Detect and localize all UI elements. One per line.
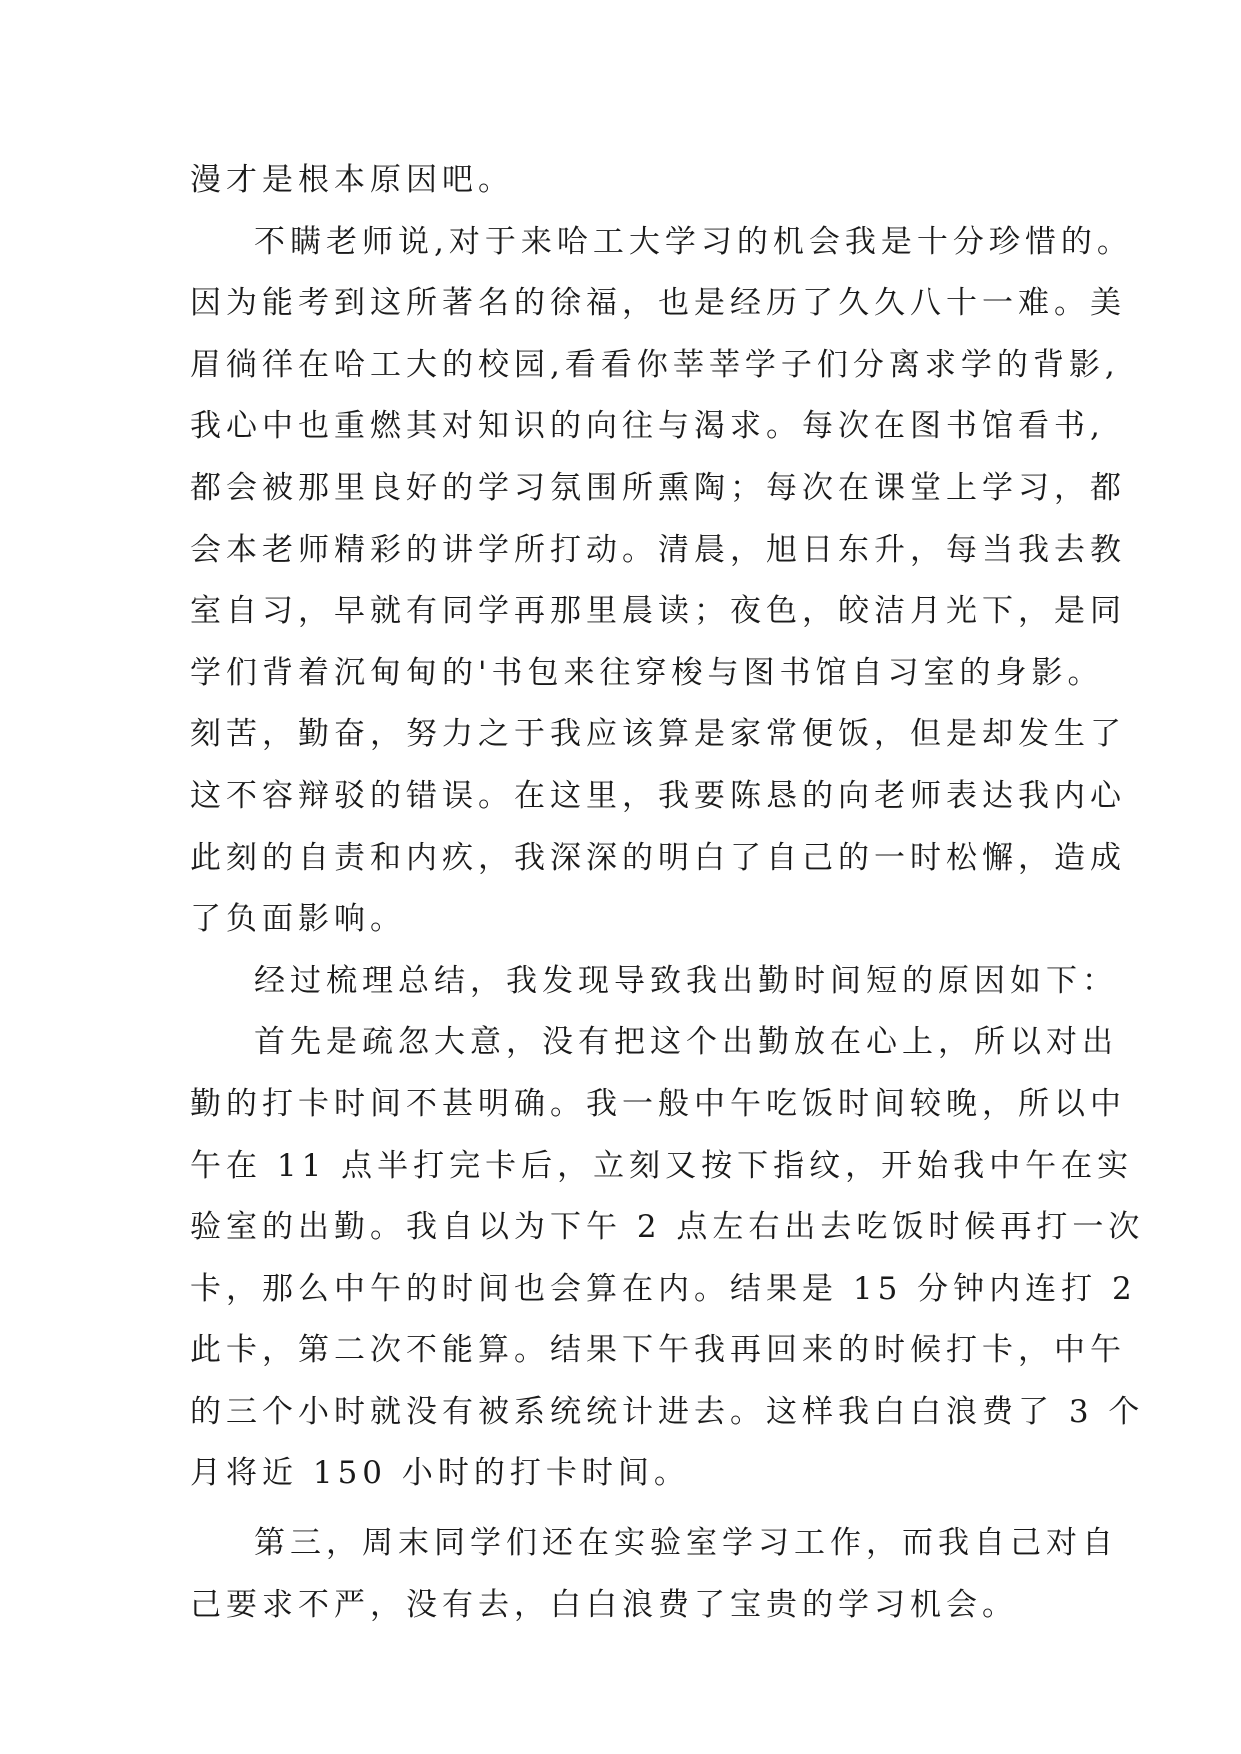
text-line: 因为能考到这所著名的徐福，也是经历了久久八十一难。美 bbox=[190, 285, 1126, 322]
text-line: 学们背着沉甸甸的'书包来往穿梭与图书馆自习室的身影。 bbox=[190, 654, 1104, 691]
text-line: 午在 11 点半打完卡后，立刻又按下指纹，开始我中午在实 bbox=[190, 1147, 1134, 1184]
paragraph-first-line: 首先是疏忽大意，没有把这个出勤放在心上，所以对出 bbox=[254, 1024, 1118, 1061]
text-line: 都会被那里良好的学习氛围所熏陶；每次在课堂上学习，都 bbox=[190, 469, 1126, 506]
text-line: 验室的出勤。我自以为下午 2 点左右出去吃饭时候再打一次 bbox=[190, 1209, 1145, 1246]
text-line: 勤的打卡时间不甚明确。我一般中午吃饭时间较晚，所以中 bbox=[190, 1085, 1126, 1122]
text-line: 这不容辩驳的错误。在这里，我要陈恳的向老师表达我内心 bbox=[190, 777, 1126, 814]
text-line: 室自习，早就有同学再那里晨读；夜色，皎洁月光下，是同 bbox=[190, 593, 1126, 630]
paragraph-first-line: 不瞒老师说,对于来哈工大学习的机会我是十分珍惜的。 bbox=[254, 223, 1133, 260]
text-line: 卡，那么中午的时间也会算在内。结果是 15 分钟内连打 2 bbox=[190, 1270, 1137, 1307]
paragraph-first-line: 经过梳理总结，我发现导致我出勤时间短的原因如下： bbox=[254, 962, 1118, 999]
text-line: 我心中也重燃其对知识的向往与渴求。每次在图书馆看书, bbox=[190, 408, 1105, 445]
text-line: 月将近 150 小时的打卡时间。 bbox=[190, 1455, 690, 1492]
text-line: 刻苦，勤奋，努力之于我应该算是家常便饭，但是却发生了 bbox=[190, 716, 1126, 753]
paragraph-first-line: 第三，周末同学们还在实验室学习工作，而我自己对自 bbox=[254, 1525, 1118, 1562]
document-body bbox=[190, 150, 1145, 1636]
text-line: 此刻的自责和内疚，我深深的明白了自己的一时松懈，造成 bbox=[190, 839, 1126, 876]
text-line: 此卡，第二次不能算。结果下午我再回来的时候打卡，中午 bbox=[190, 1332, 1126, 1369]
text-line: 己要求不严，没有去，白白浪费了宝贵的学习机会。 bbox=[190, 1586, 1018, 1623]
text-line: 会本老师精彩的讲学所打动。清晨，旭日东升，每当我去教 bbox=[190, 531, 1126, 568]
text-line: 漫才是根本原因吧。 bbox=[190, 162, 514, 198]
text-line: 的三个小时就没有被系统统计进去。这样我白白浪费了 3 个 bbox=[190, 1393, 1145, 1430]
text-line: 了负面影响。 bbox=[190, 901, 406, 938]
paragraph-spacer bbox=[190, 1505, 1050, 1513]
text-line: 眉徜徉在哈工大的校园,看看你莘莘学子们分离求学的背影, bbox=[190, 346, 1120, 383]
